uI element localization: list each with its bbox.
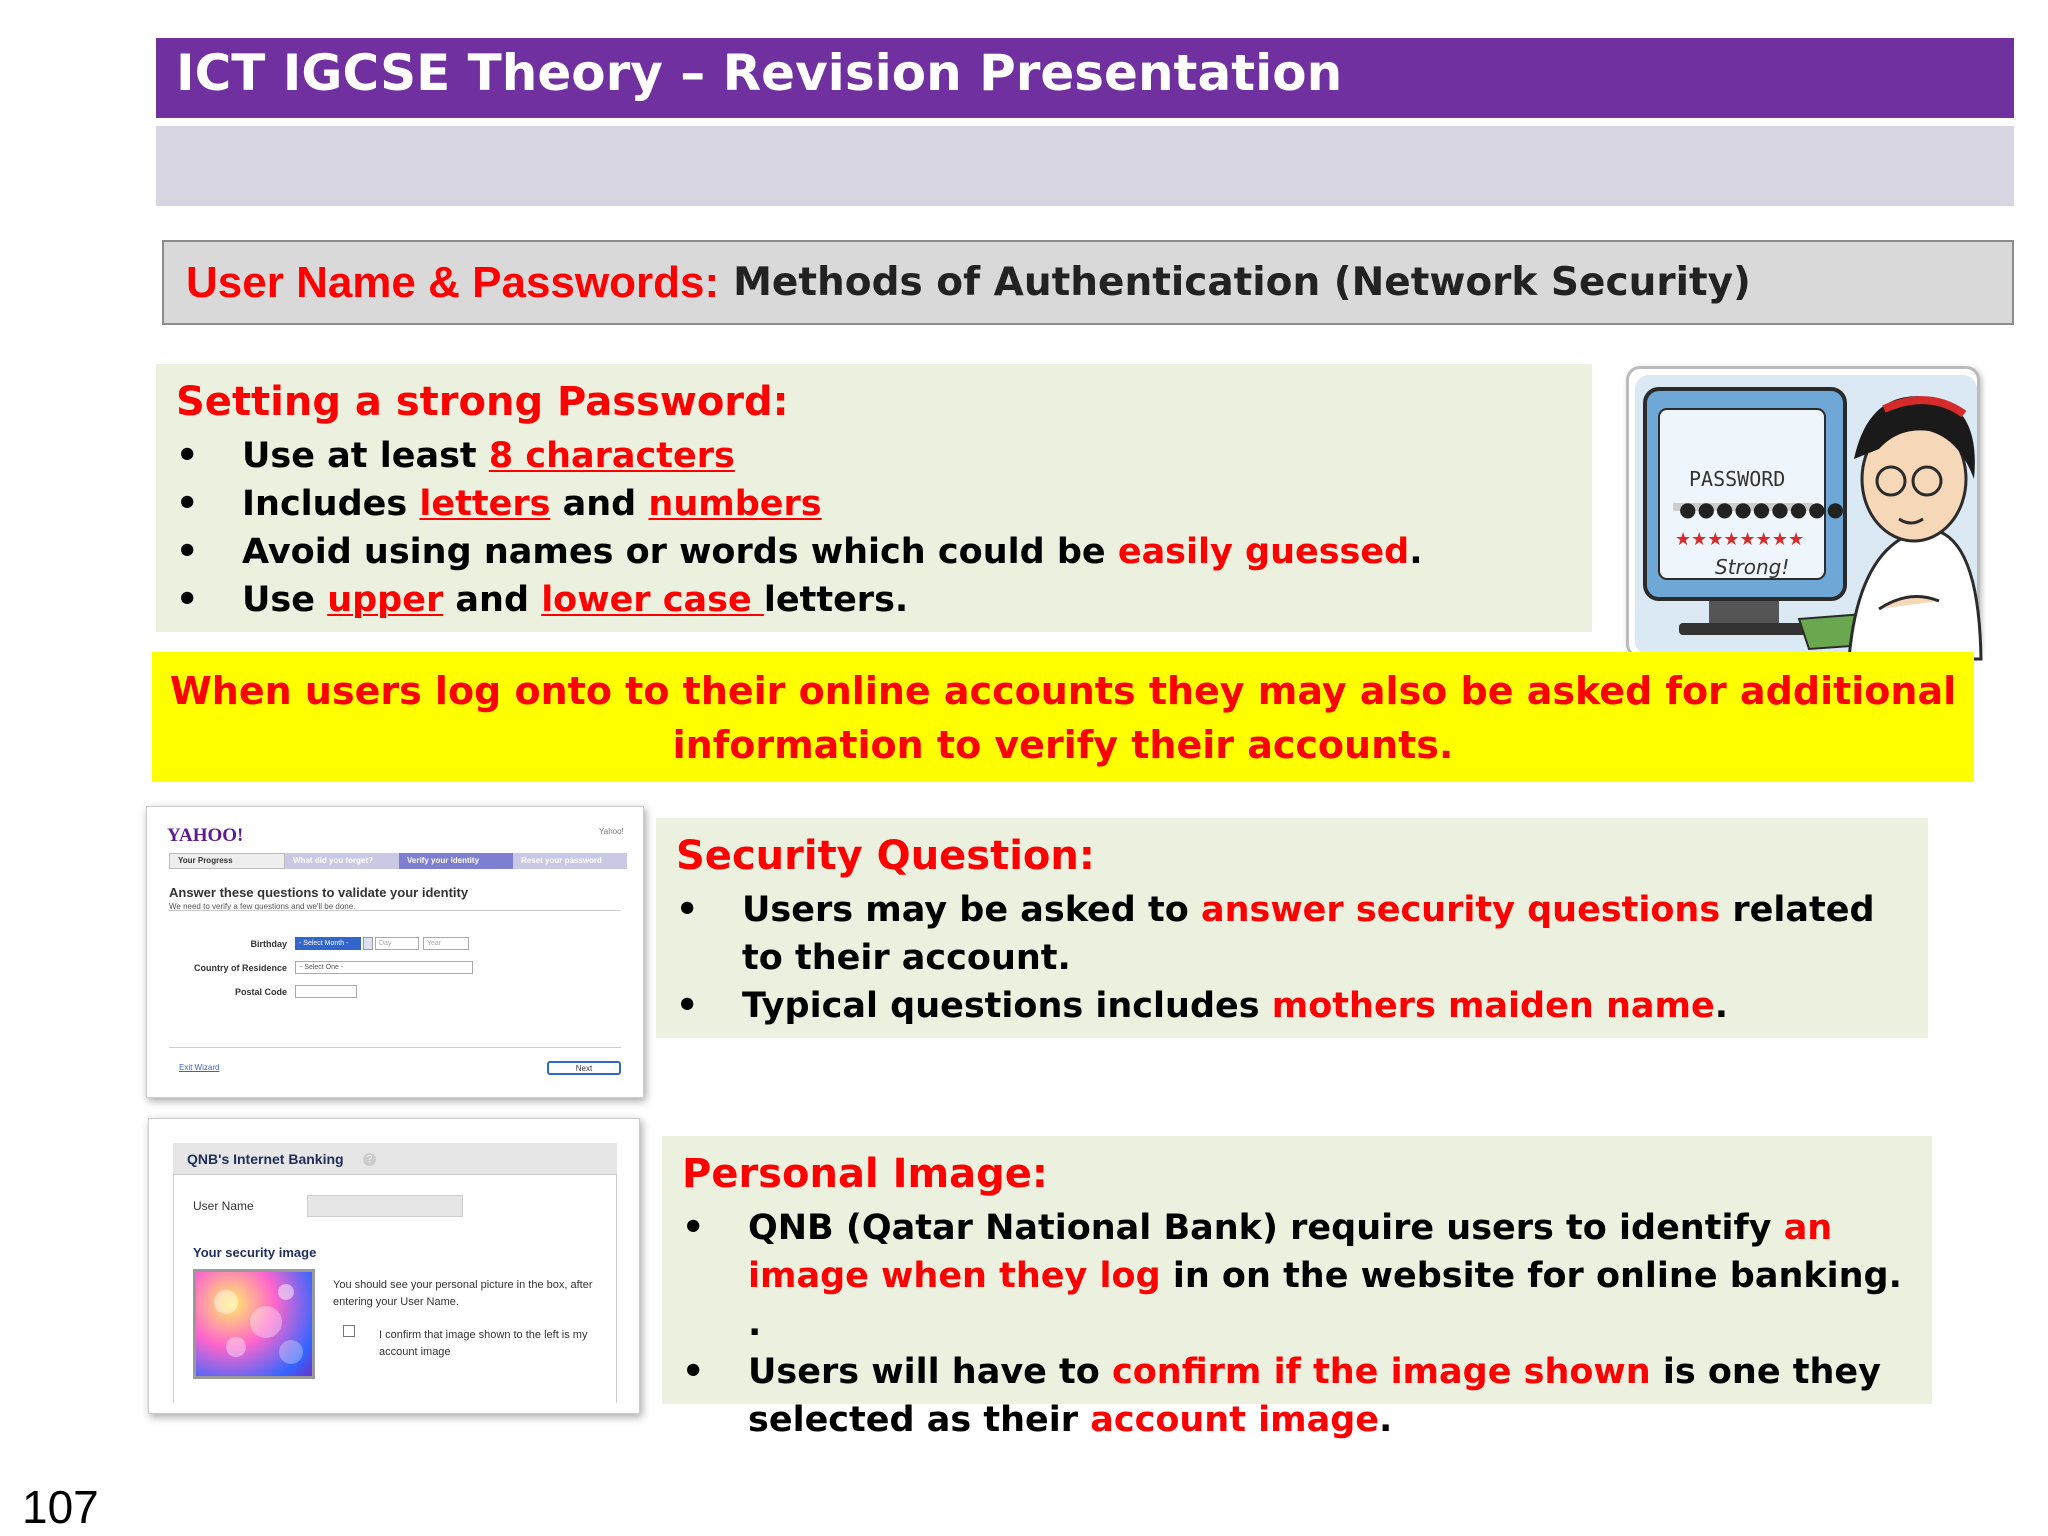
security-bullet-1: • Users may be asked to answer security questions related to their account. <box>676 886 1908 982</box>
yahoo-footer-divider <box>169 1047 621 1048</box>
personal-heading: Personal Image: <box>682 1151 1048 1197</box>
password-bullet-4: • Use upper and lower case letters. <box>176 576 1572 624</box>
password-illustration <box>1626 366 1980 658</box>
bokeh-image-icon <box>196 1272 312 1376</box>
qnb-title: QNB's Internet Banking <box>187 1151 344 1167</box>
qnb-description: You should see your personal picture in the box, after entering your User Name. <box>333 1279 593 1308</box>
illustration-label: PASSWORD <box>1689 467 1786 491</box>
yahoo-next-button[interactable]: Next <box>547 1061 621 1075</box>
password-bullet-3: • Avoid using names or words which could be easily guessed. <box>176 528 1572 576</box>
illustration-stars: ★★★★★★★★ <box>1675 529 1805 550</box>
yahoo-birthday-label: Birthday <box>250 939 287 949</box>
yahoo-heading: Answer these questions to validate your identity <box>169 885 469 900</box>
security-heading: Security Question: <box>676 833 1095 879</box>
help-icon[interactable]: ? <box>363 1153 376 1166</box>
topic-sub: Methods of Authentication (Network Security) <box>733 260 1751 305</box>
password-bullet-1: • Use at least 8 characters <box>176 432 1572 480</box>
security-bullet-2: • Typical questions includes mothers maiden name. <box>676 982 1908 1030</box>
yahoo-day-input[interactable]: Day <box>375 937 419 950</box>
yahoo-postal-label: Postal Code <box>234 987 287 997</box>
info-banner <box>152 652 1974 782</box>
qnb-confirm-label: I confirm that image shown to the left is my account image <box>379 1329 588 1358</box>
illustration-dots: ●●●●●●●●● <box>1679 497 1846 521</box>
qnb-security-heading: Your security image <box>193 1245 317 1260</box>
personal-bullet-2: • Users will have to confirm if the image shown is one they selected as their account image. <box>682 1348 1912 1444</box>
qnb-username-label: User Name <box>193 1199 254 1213</box>
yahoo-corner: Yahoo! <box>599 827 624 836</box>
password-panel <box>156 364 1592 632</box>
page-number: 107 <box>22 1481 99 1533</box>
topic-main: User Name & Passwords: <box>186 257 720 307</box>
yahoo-step-4: Reset your password <box>513 853 627 869</box>
yahoo-logo: YAHOO! <box>167 825 244 846</box>
yahoo-month-dropdown-icon[interactable] <box>363 937 373 950</box>
password-heading: Setting a strong Password: <box>176 379 789 425</box>
yahoo-exit-link[interactable]: Exit Wizard <box>179 1063 220 1072</box>
security-panel <box>656 818 1928 1038</box>
qnb-confirm-checkbox[interactable] <box>343 1325 355 1337</box>
illustration-status: Strong! <box>1715 555 1790 579</box>
yahoo-month-select[interactable]: - Select Month - <box>295 937 361 950</box>
yahoo-step-3: Verify your identity <box>399 853 513 869</box>
qnb-username-input[interactable] <box>307 1195 463 1217</box>
qnb-left-rule <box>173 1175 174 1403</box>
personal-bullet-1: • QNB (Qatar National Bank) require users to identify an image when they log in on the website for online banking. . <box>682 1204 1912 1348</box>
yahoo-step-2: What did you forget? <box>285 853 399 869</box>
yahoo-divider <box>169 910 621 911</box>
yahoo-subtext: We need to verify a few questions and we'll be done. <box>169 902 356 911</box>
yahoo-country-select[interactable]: - Select One - <box>295 961 473 974</box>
qnb-right-rule <box>616 1175 617 1403</box>
yahoo-screenshot <box>146 806 644 1098</box>
yahoo-year-input[interactable]: Year <box>423 937 469 950</box>
yahoo-step-1: Your Progress <box>169 853 285 869</box>
qnb-security-image <box>193 1269 315 1379</box>
yahoo-progress <box>169 853 627 869</box>
yahoo-country-label: Country of Residence <box>193 963 287 973</box>
slide-title: ICT IGCSE Theory – Revision Presentation <box>156 38 2014 118</box>
password-bullet-2: • Includes letters and numbers <box>176 480 1572 528</box>
topic-box <box>162 240 2014 325</box>
personal-image-panel <box>662 1136 1932 1440</box>
banner-line-2: information to verify their accounts. <box>672 723 1454 767</box>
subtitle-bar <box>156 126 2014 206</box>
yahoo-postal-input[interactable] <box>295 985 357 998</box>
banner-line-1: When users log onto to their online accounts they may also be asked for additional <box>169 669 1957 713</box>
qnb-screenshot <box>148 1118 640 1414</box>
